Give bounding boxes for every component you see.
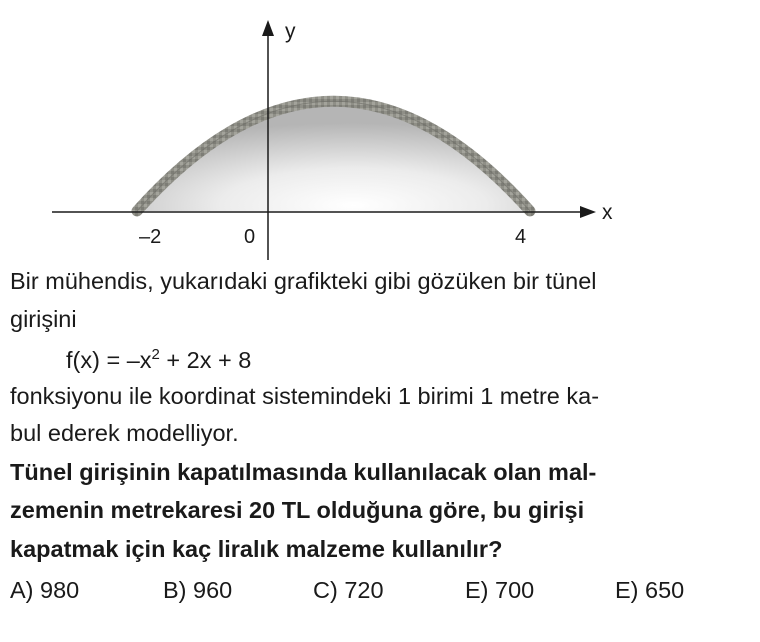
choice-e[interactable]: E) 650 bbox=[615, 577, 685, 603]
answer-choices bbox=[10, 572, 750, 608]
choice-a[interactable]: A) 980 bbox=[10, 577, 80, 603]
tick-label-minus2: –2 bbox=[139, 226, 162, 248]
choice-b[interactable]: B) 960 bbox=[163, 577, 233, 603]
problem-line-3: fonksiyonu ile koordinat sistemindeki 1 birimi 1 metre ka- bbox=[10, 383, 600, 409]
question-line-3: kapatmak için kaç liralık malzeme kullanılır? bbox=[10, 536, 503, 562]
y-axis-label: y bbox=[285, 20, 296, 43]
formula-right: + 2x + 8 bbox=[159, 347, 252, 373]
x-axis-arrow-icon bbox=[580, 206, 596, 218]
tick-label-0: 0 bbox=[244, 226, 256, 248]
problem-line-2: girişini bbox=[10, 306, 77, 332]
x-axis-label: x bbox=[602, 201, 613, 224]
problem-line-1: Bir mühendis, yukarıdaki grafikteki gibi gözüken bir tünel bbox=[10, 268, 597, 294]
tick-label-4: 4 bbox=[515, 226, 527, 248]
formula-left: f(x) = –x bbox=[66, 347, 152, 373]
formula-exponent: 2 bbox=[151, 346, 160, 363]
y-axis-arrow-icon bbox=[262, 20, 274, 36]
choice-d[interactable]: E) 700 bbox=[465, 577, 535, 603]
choice-c[interactable]: C) 720 bbox=[313, 577, 384, 603]
function-formula bbox=[66, 342, 251, 378]
question-line-2: zemenin metrekaresi 20 TL olduğuna göre, bu girişi bbox=[10, 497, 585, 523]
tunnel-graph bbox=[0, 0, 760, 262]
problem-line-4: bul ederek modelliyor. bbox=[10, 420, 239, 446]
question-line-1: Tünel girişinin kapatılmasında kullanılacak olan mal- bbox=[10, 459, 597, 485]
